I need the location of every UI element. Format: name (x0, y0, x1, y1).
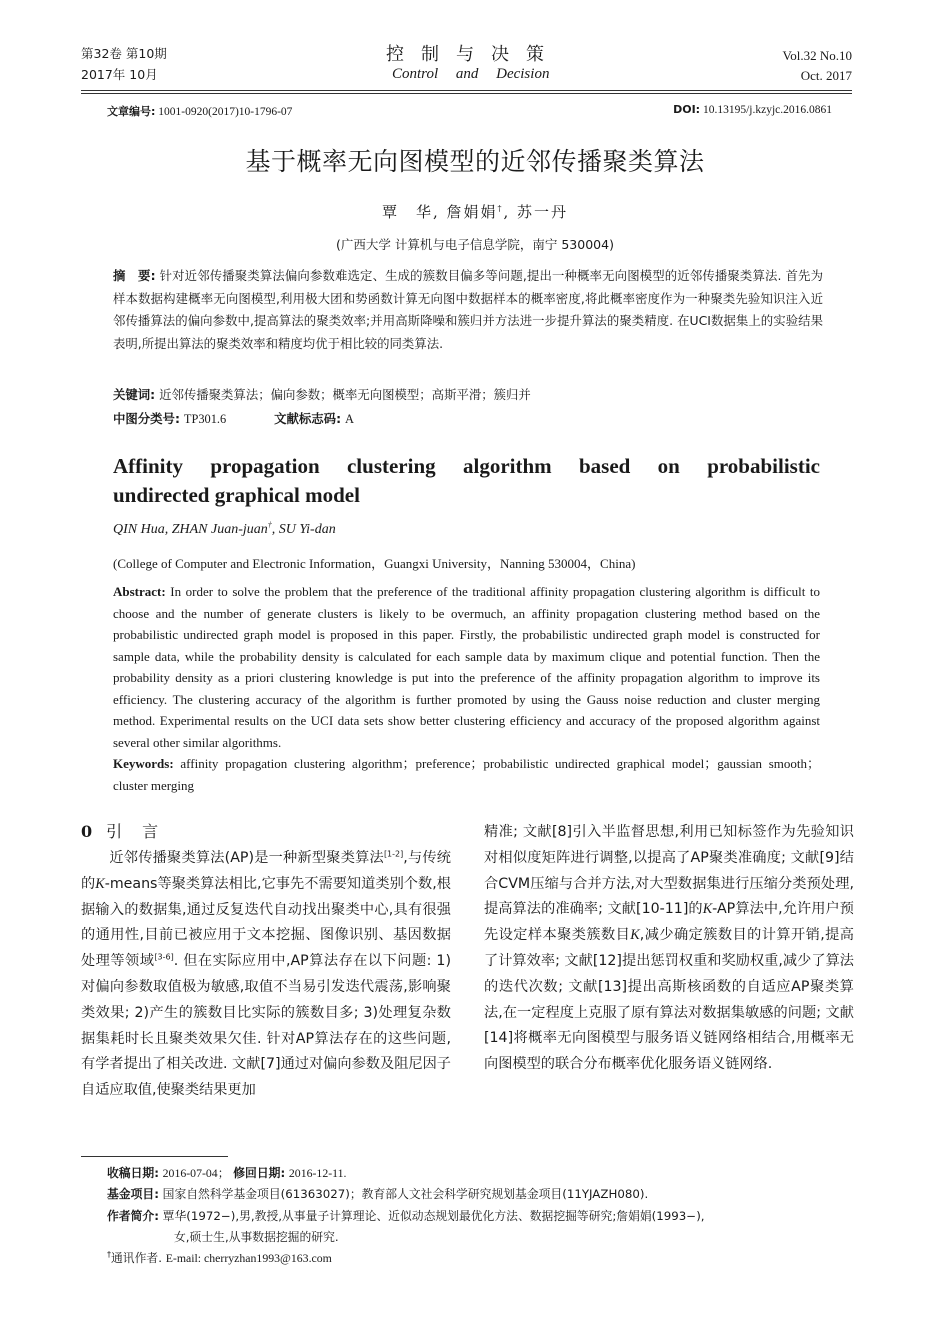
citation: [1-2] (383, 849, 404, 859)
title-en (113, 452, 820, 510)
intro-text: -AP算法中,允许用户预先设定样本聚类簇数目 (484, 901, 854, 944)
intro-text: ,减少确定簇数目的计算开销,提高了计算效率; 文献[12]提出惩罚权重和奖励权重,减少了算法的迭代次数; 文献[13]提出高斯核函数的自适应AP聚类算法,在一定程度上克服了原有算法对数据集敏感的问题; 文献[14]将概率无向图模型与服务语义链网络相结合,用概率无向图模型的联合分布概率优化服务语义链网络. (484, 927, 854, 1073)
volume-issue-en: Vol.32 No.10 (782, 48, 852, 63)
authors-en-text: QIN Hua, ZHAN Juan-juan (113, 522, 268, 537)
abstract-cn-text: 针对近邻传播聚类算法偏向参数难选定、生成的簇数目偏多等问题,提出一种概率无向图模型的近邻传播聚类算法. 首先为样本数据构建概率无向图模型,利用极大团和势函数计算无向图中数据样本的概率密度,将此概率密度作为一种聚类先验知识注入近邻传播算法的偏向参数中,提高算法的聚类效率;并用高斯降噪和簇归并方法进一步提升算法的聚类精度. 在UCI数据集上的实验结果表明,所提出算法的聚类效率和精度均优于相比较的同类算法. (113, 268, 823, 351)
article-number-value: 1001-0920(2017)10-1796-07 (158, 106, 293, 118)
corresponding-dagger: † (497, 204, 504, 213)
corresponding-label: 通讯作者. (111, 1251, 162, 1266)
doc-code-label: 文献标志码: (274, 411, 342, 426)
author-1-cn: 覃 华, (381, 203, 440, 221)
date-en: Oct. 2017 (800, 68, 852, 83)
section-number: 0 (81, 822, 93, 841)
body-column-left (81, 818, 451, 1104)
authors-en-rest: , SU Yi-dan (271, 522, 336, 537)
received-date: 2016-07-04； (162, 1166, 230, 1180)
journal-name-en: Control and Decision (392, 66, 550, 82)
journal-name-cn: 控制与决策 (386, 44, 561, 65)
abstract-en (113, 581, 820, 796)
keywords-cn (113, 384, 823, 407)
article-number (107, 103, 292, 119)
received-label: 收稿日期: (107, 1166, 159, 1180)
doi (673, 103, 832, 116)
intro-text: . 但在实际应用中,AP算法存在以下问题: 1)对偏向参数取值极为敏感,取值不当易引发迭代震荡,影响聚类效果; 2)产生的簇数目比实际的簇数目多; 3)处理复杂数据集耗时长且聚类效果欠佳. 针对AP算法存在的这些问题,有学者提出了相关改进. 文献[7]通过对偏向参数及阻尼因子自适应取值,使聚类结果更加 (81, 953, 451, 1099)
abstract-cn-label: 摘 要: (113, 268, 156, 283)
math-k: K (95, 875, 105, 892)
volume-issue-cn: 第32卷 第10期 (81, 46, 167, 61)
corresponding-email[interactable]: E-mail: cherryzhan1993@163.com (165, 1251, 332, 1266)
fund-text: 国家自然科学基金项目(61363027)；教育部人文社会科学研究规划基金项目(11YJAZH080). (162, 1187, 649, 1202)
doc-code-value: A (345, 412, 354, 426)
section-title: 引言 (106, 822, 179, 841)
authors-cn (0, 201, 950, 222)
abstract-en-label: Abstract: (113, 584, 166, 599)
abstract-cn (113, 265, 823, 355)
bio-text-line-2: 女,硕士生,从事数据挖掘的研究. (174, 1229, 339, 1244)
revised-date: 2016-12-11. (288, 1166, 347, 1180)
date-cn: 2017年 10月 (81, 67, 158, 82)
intro-text: 近邻传播聚类算法(AP)是一种新型聚类算法 (109, 850, 384, 866)
intro-paragraph-right (484, 820, 854, 1078)
authors-en (113, 522, 336, 538)
doi-label: DOI: (673, 103, 701, 116)
title-en-line-2: undirected graphical model (113, 483, 360, 507)
keywords-en-text: affinity propagation clustering algorithm；preference；probabilistic undirected graphical model；gaussian smooth；cluster merging (113, 756, 821, 793)
keywords-en-label: Keywords: (113, 756, 174, 771)
article-number-label: 文章编号: (107, 105, 156, 118)
bio-footnote (107, 1206, 837, 1227)
header-rule-top (81, 90, 852, 91)
intro-paragraph-left (81, 846, 451, 1104)
body-column-right (484, 820, 854, 1078)
revised-label: 修回日期: (233, 1166, 286, 1180)
intro-text: 精准; 文献[8]引入半监督思想,利用已知标签作为先验知识对相似度矩阵进行调整,以提高了AP聚类准确度; 文献[9]结合CVM压缩与合并方法,对大型数据集进行压缩分类预处理,提高算法的准确率; 文献[10-11]的 (484, 824, 854, 918)
classification (113, 408, 513, 431)
corresponding-footnote (107, 1248, 837, 1269)
section-heading (81, 818, 451, 846)
keywords-cn-label: 关键词: (113, 387, 156, 402)
dates-footnote (107, 1163, 837, 1184)
keywords-cn-text: 近邻传播聚类算法；偏向参数；概率无向图模型；高斯平滑；簇归并 (159, 387, 531, 402)
corresponding-dagger-en: † (267, 520, 272, 530)
author-2-cn: 詹娟娟 (446, 203, 498, 221)
title-en-line-1: Affinity propagation clustering algorithm based on probabilistic (113, 454, 820, 478)
fund-label: 基金项目: (107, 1187, 159, 1202)
intro-text: ,与传统的 (81, 850, 451, 892)
math-k: K (702, 901, 713, 918)
author-3-cn: , 苏一丹 (503, 203, 569, 221)
footnote-rule (81, 1156, 228, 1157)
corresponding-dagger-foot: † (107, 1250, 111, 1260)
title-cn: 基于概率无向图模型的近邻传播聚类算法 (245, 147, 705, 176)
bio-label: 作者简介: (107, 1208, 159, 1223)
clc-label: 中图分类号: (113, 411, 180, 426)
footnotes (107, 1163, 837, 1269)
bio-text-line-1: 覃华(1972−),男,教授,从事量子计算理论、近似动态规划最优化方法、数据挖掘等研究;詹娟娟(1993−), (162, 1208, 705, 1223)
math-k: K (630, 927, 640, 944)
clc-value: TP301.6 (183, 412, 227, 426)
affiliation-cn: (广西大学 计算机与电子信息学院，南宁 530004) (336, 237, 614, 252)
doi-value: 10.13195/j.kzyjc.2016.0861 (702, 104, 832, 116)
citation: [3-6] (154, 952, 174, 962)
intro-text: -means等聚类算法相比,它事先不需要知道类别个数,根据输入的数据集,通过反复迭代自动找出聚类中心,具有很强的通用性,目前已被应用于文本挖掘、图像识别、基因数据处理等领域 (81, 875, 451, 970)
abstract-en-text: In order to solve the problem that the preference of the traditional affinity propagation clustering algorithm is difficult to choose and the number of generate clusters is likely to be overmuch, an affinity propagation clustering method based on the probabilistic undirected graph model is proposed in this paper. Firstly, the probabilistic undirected graph model is constructed for sample data, while the probability density is calculated for each sample data by maximum clique and potential function. Then the probability density as a priori clustering knowledge is put into the preference of the affinity propagation algorithm to improve its efficiency. The clustering accuracy of the algorithm is further promoted by using the Gauss noise reduction and cluster merging method. Experimental results on the UCI data sets show better clustering efficiency and accuracy of the proposed algorithm against several other similar algorithms. (113, 584, 820, 750)
fund-footnote (107, 1184, 837, 1205)
header-rule-bottom (81, 93, 852, 94)
affiliation-en: (College of Computer and Electronic Information，Guangxi University，Nanning 530004，China) (113, 556, 636, 571)
